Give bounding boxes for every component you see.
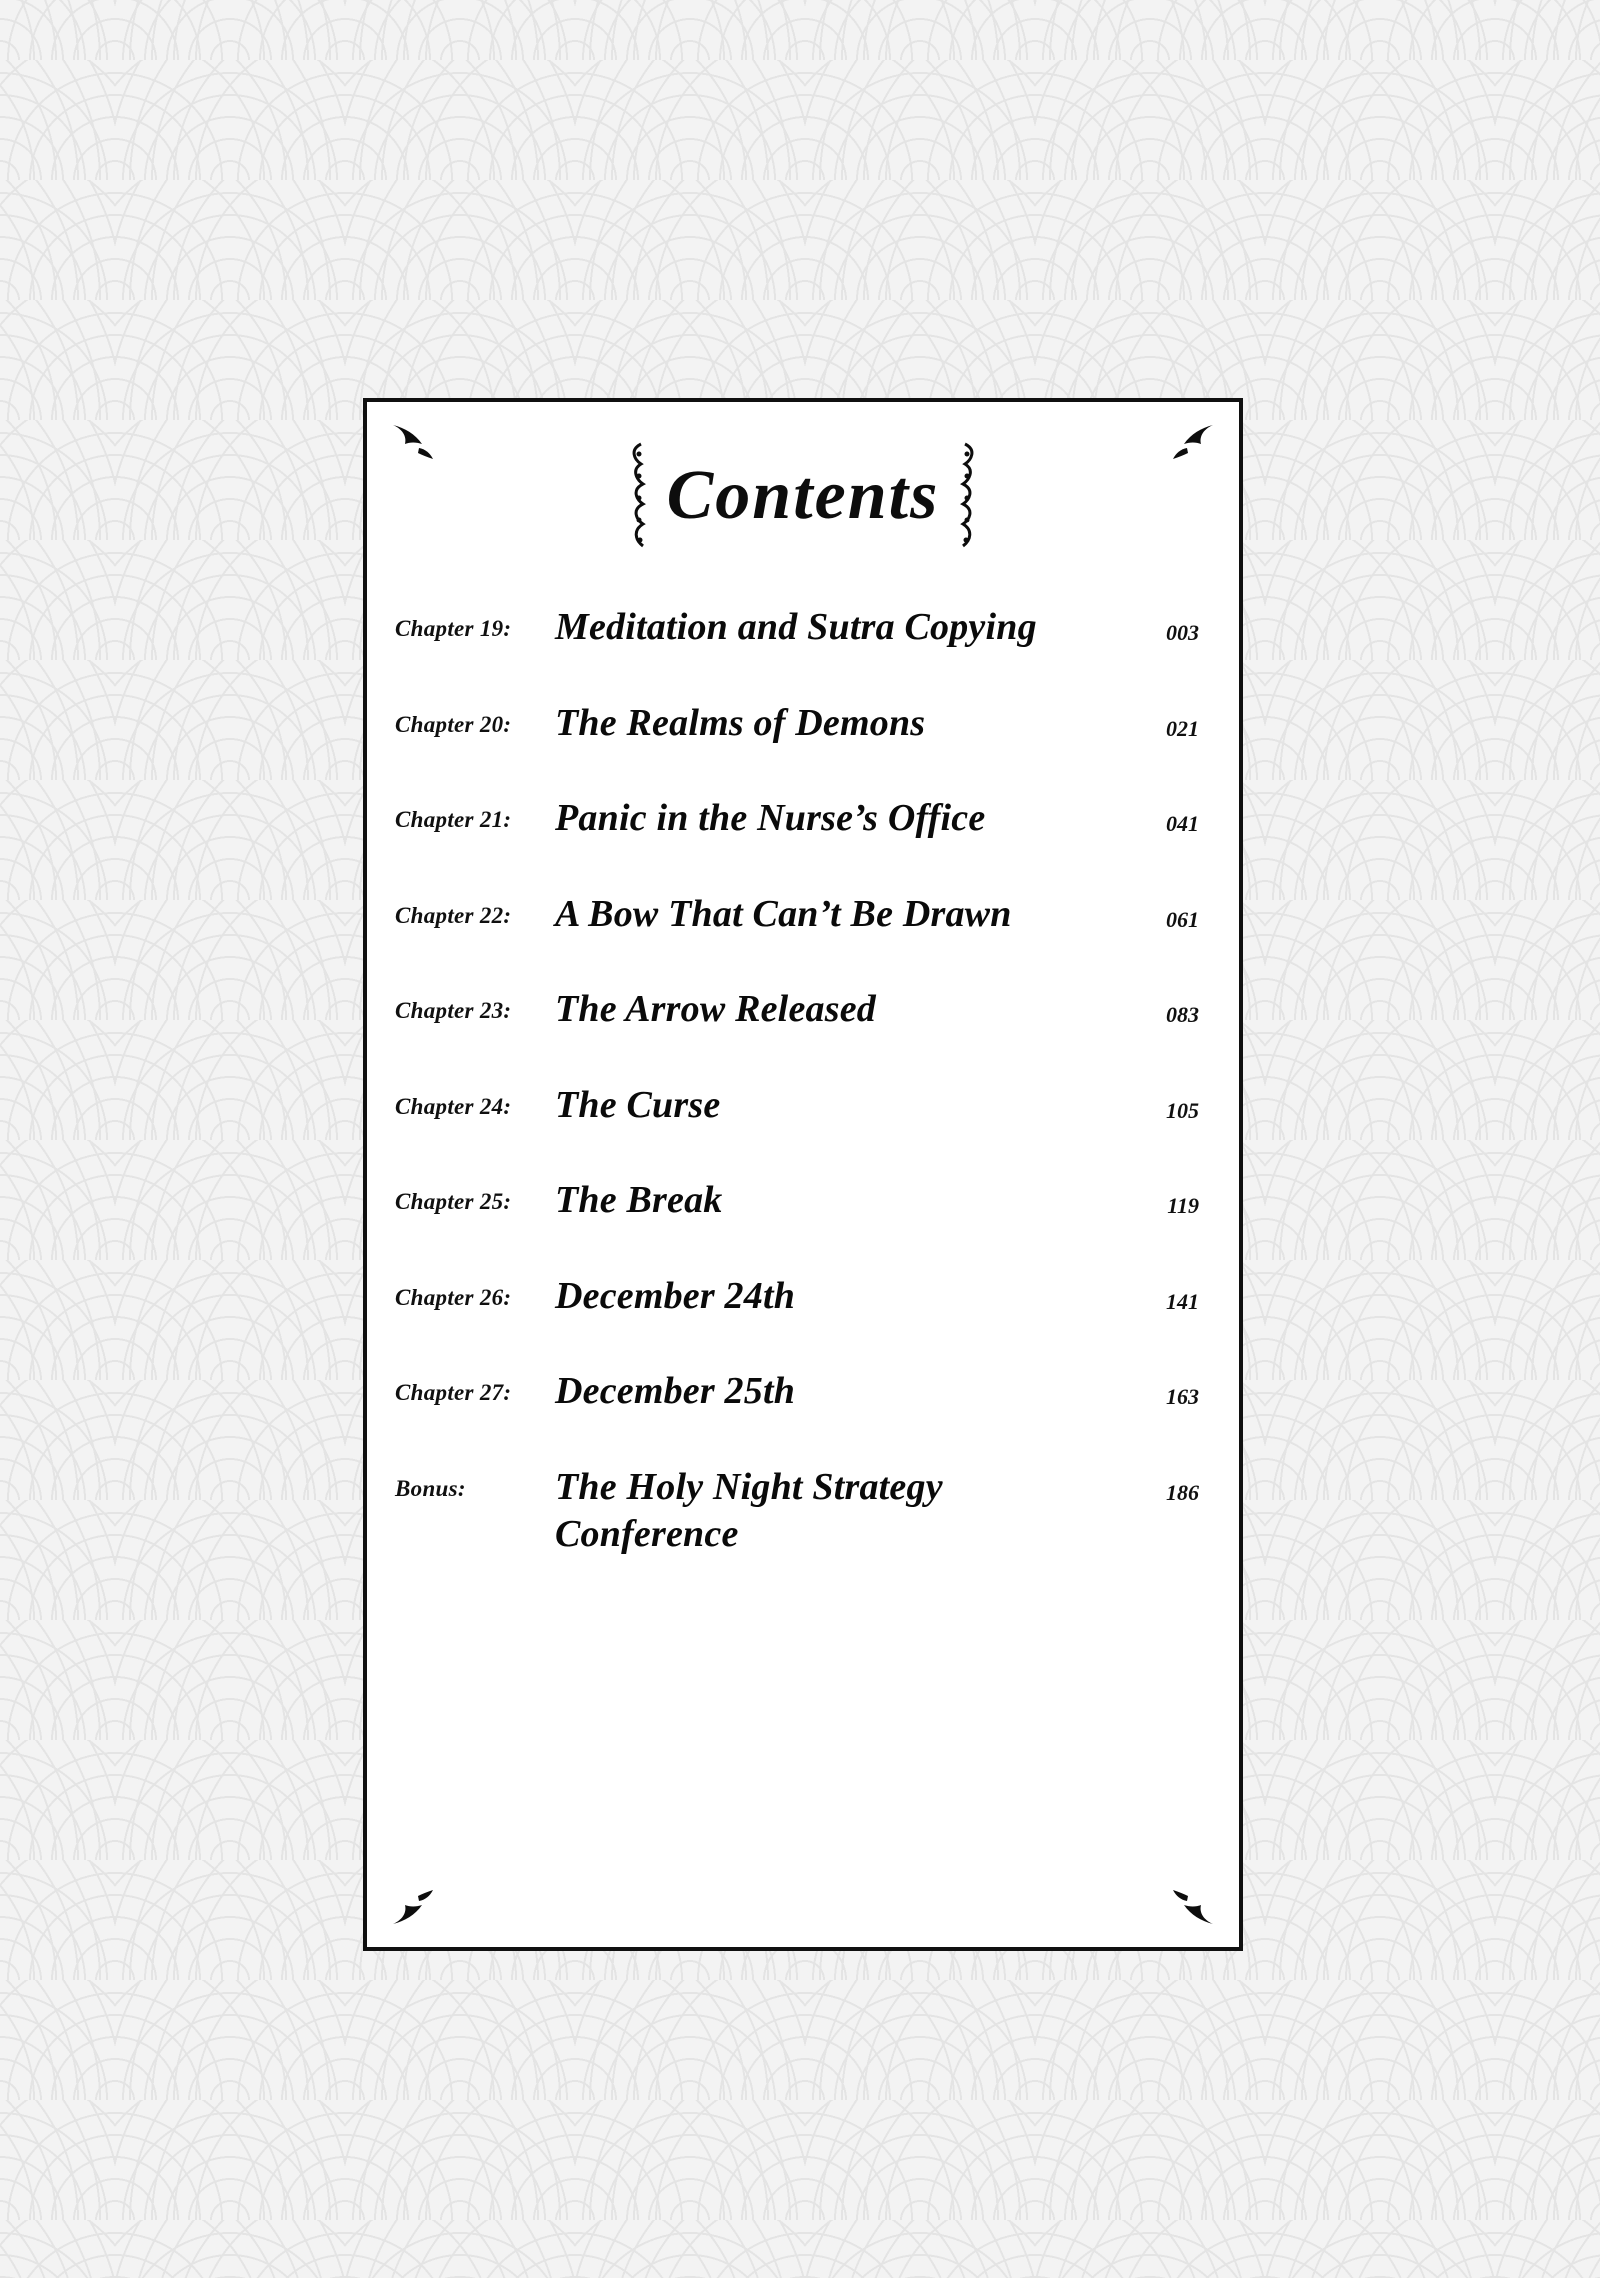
entry-label: Chapter 24: bbox=[395, 1093, 512, 1119]
leaf-corner-ornament-bottom-left bbox=[389, 1885, 435, 1927]
list-item[interactable] bbox=[395, 891, 1199, 939]
entry-page-number: 163 bbox=[1166, 1384, 1199, 1409]
entry-page-number: 003 bbox=[1166, 620, 1199, 645]
list-item[interactable] bbox=[395, 1464, 1199, 1559]
entry-page-number: 021 bbox=[1166, 715, 1199, 741]
entry-title: Panic in the Nurse’s Office bbox=[555, 797, 986, 839]
list-item[interactable] bbox=[395, 795, 1199, 843]
page-title-row bbox=[367, 440, 1239, 552]
entry-page-number: 083 bbox=[1166, 1002, 1199, 1027]
entry-title: The Realms of Demons bbox=[555, 701, 926, 744]
contents-list bbox=[367, 604, 1239, 1559]
entry-label: Chapter 20: bbox=[395, 711, 512, 737]
list-item[interactable] bbox=[395, 986, 1199, 1034]
page-title: Contents bbox=[666, 457, 940, 534]
table-of-contents-card bbox=[363, 398, 1243, 1951]
entry-title: The Arrow Released bbox=[555, 988, 876, 1030]
entry-label: Chapter 27: bbox=[395, 1380, 512, 1405]
entry-label: Chapter 22: bbox=[395, 902, 512, 928]
list-item[interactable] bbox=[395, 1177, 1199, 1225]
leaf-corner-ornament-top-right bbox=[1171, 422, 1217, 464]
entry-title: December 24th bbox=[555, 1274, 796, 1317]
entry-page-number: 105 bbox=[1166, 1097, 1199, 1123]
entry-page-number: 141 bbox=[1166, 1288, 1199, 1314]
entry-label: Chapter 26: bbox=[395, 1284, 512, 1310]
entry-label: Bonus: bbox=[395, 1475, 466, 1501]
entry-label: Chapter 23: bbox=[395, 998, 512, 1023]
entry-title: A Bow That Can’t Be Drawn bbox=[555, 892, 1012, 935]
filigree-flourish-right-icon bbox=[957, 440, 987, 552]
leaf-corner-ornament-top-left bbox=[389, 422, 435, 464]
list-item[interactable] bbox=[395, 1273, 1199, 1321]
leaf-corner-ornament-bottom-right bbox=[1171, 1885, 1217, 1927]
list-item[interactable] bbox=[395, 700, 1199, 748]
entry-label: Chapter 25: bbox=[395, 1189, 512, 1214]
entry-page-number: 061 bbox=[1166, 906, 1199, 932]
list-item[interactable] bbox=[395, 1082, 1199, 1130]
entry-label: Chapter 21: bbox=[395, 807, 512, 832]
entry-page-number: 041 bbox=[1166, 811, 1199, 836]
entry-page-number: 119 bbox=[1167, 1193, 1199, 1218]
entry-title: December 25th bbox=[555, 1370, 796, 1412]
list-item[interactable] bbox=[395, 1368, 1199, 1416]
entry-title: The Break bbox=[555, 1179, 723, 1221]
list-item[interactable] bbox=[395, 604, 1199, 652]
entry-label: Chapter 19: bbox=[395, 616, 512, 641]
entry-title: The Holy Night Strategy Conference bbox=[555, 1465, 943, 1555]
entry-page-number: 186 bbox=[1166, 1479, 1199, 1505]
entry-title: The Curse bbox=[555, 1083, 721, 1126]
entry-title: Meditation and Sutra Copying bbox=[555, 606, 1037, 648]
filigree-flourish-left-icon bbox=[619, 440, 649, 552]
